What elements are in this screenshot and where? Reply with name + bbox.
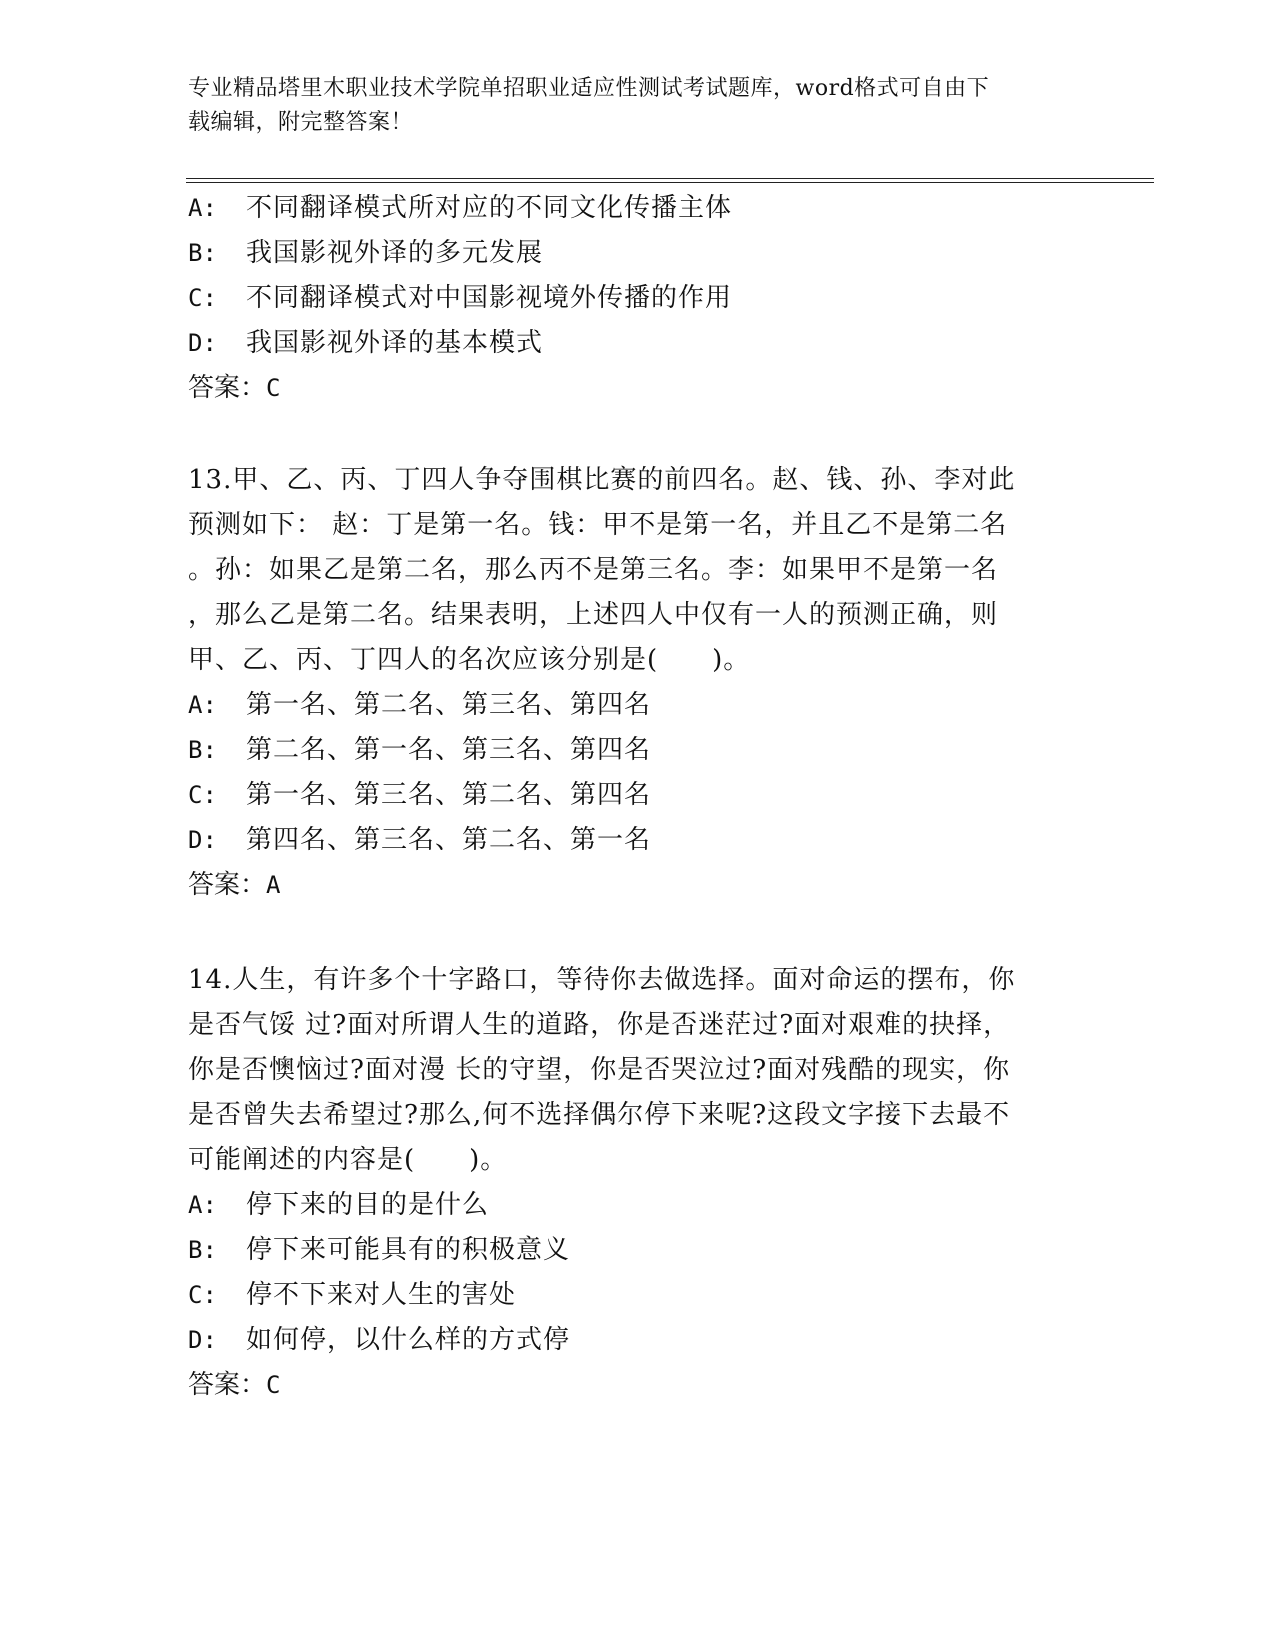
header-line-1: 专业精品塔里木职业技术学院单招职业适应性测试考试题库，word格式可自由下 (188, 76, 990, 101)
option-letter: A: (188, 1191, 217, 1219)
option-letter: D: (188, 329, 217, 357)
question-14 (188, 958, 1088, 1408)
header-divider-bottom (186, 182, 1154, 183)
option-c (188, 1273, 1088, 1318)
option-letter: C: (188, 1281, 217, 1309)
option-letter: D: (188, 826, 217, 854)
document-header (188, 72, 1068, 140)
option-text: 停下来的目的是什么 (246, 1190, 490, 1220)
option-a (188, 1183, 1088, 1228)
question-stem (188, 958, 1068, 1183)
header-divider-top (186, 178, 1154, 179)
answer-line (188, 863, 1088, 908)
option-text: 不同翻译模式所对应的不同文化传播主体 (246, 193, 733, 223)
option-a (188, 683, 1088, 728)
question-13 (188, 458, 1088, 908)
question-stem (188, 458, 1068, 683)
option-text: 第一名、第三名、第二名、第四名 (246, 780, 652, 810)
question-12 (188, 186, 1088, 411)
option-text: 第二名、第一名、第三名、第四名 (246, 735, 652, 765)
option-d (188, 818, 1088, 863)
answer-line (188, 1363, 1088, 1408)
option-d (188, 321, 1088, 366)
option-text: 第一名、第二名、第三名、第四名 (246, 690, 652, 720)
option-letter: B: (188, 239, 217, 267)
answer-label: 答案： (188, 373, 267, 403)
answer-value: A (266, 871, 281, 899)
option-c (188, 276, 1088, 321)
stem-line: 13.甲、乙、丙、丁四人争夺围棋比赛的前四名。赵、钱、孙、李对此 (188, 465, 1016, 495)
stem-line: 甲、乙、丙、丁四人的名次应该分别是( )。 (188, 645, 751, 675)
answer-label: 答案： (188, 1370, 267, 1400)
stem-line: 可能阐述的内容是( )。 (188, 1145, 508, 1175)
option-text: 停不下来对人生的害处 (246, 1280, 517, 1310)
option-b (188, 231, 1088, 276)
option-letter: B: (188, 1236, 217, 1264)
option-letter: C: (188, 781, 217, 809)
option-a (188, 186, 1088, 231)
option-letter: D: (188, 1326, 217, 1354)
stem-line: 你是否懊恼过?面对漫 长的守望，你是否哭泣过?面对残酷的现实，你 (188, 1055, 1011, 1085)
option-text: 我国影视外译的多元发展 (246, 238, 544, 268)
stem-line: 是否曾失去希望过?那么,何不选择偶尔停下来呢?这段文字接下去最不 (188, 1100, 1011, 1130)
stem-line: 14.人生，有许多个十字路口，等待你去做选择。面对命运的摆布，你 (188, 965, 1016, 995)
option-d (188, 1318, 1088, 1363)
option-b (188, 1228, 1088, 1273)
option-c (188, 773, 1088, 818)
stem-line: 是否气馁 过?面对所谓人生的道路，你是否迷茫过?面对艰难的抉择， (188, 1010, 1011, 1040)
stem-line: 。孙：如果乙是第二名，那么丙不是第三名。李：如果甲不是第一名 (188, 555, 999, 585)
option-letter: A: (188, 691, 217, 719)
option-text: 第四名、第三名、第二名、第一名 (246, 825, 652, 855)
option-text: 停下来可能具有的积极意义 (246, 1235, 571, 1265)
option-text: 不同翻译模式对中国影视境外传播的作用 (246, 283, 733, 313)
stem-line: ，那么乙是第二名。结果表明，上述四人中仅有一人的预测正确，则 (188, 600, 999, 630)
option-letter: A: (188, 194, 217, 222)
stem-line: 预测如下： 赵：丁是第一名。钱：甲不是第一名，并且乙不是第二名 (188, 510, 1008, 540)
answer-value: C (266, 1371, 281, 1399)
answer-line (188, 366, 1088, 411)
answer-value: C (266, 374, 281, 402)
option-text: 我国影视外译的基本模式 (246, 328, 544, 358)
option-text: 如何停，以什么样的方式停 (246, 1325, 571, 1355)
option-letter: B: (188, 736, 217, 764)
option-b (188, 728, 1088, 773)
option-letter: C: (188, 284, 217, 312)
header-line-2: 载编辑，附完整答案！ (188, 110, 414, 135)
answer-label: 答案： (188, 870, 267, 900)
